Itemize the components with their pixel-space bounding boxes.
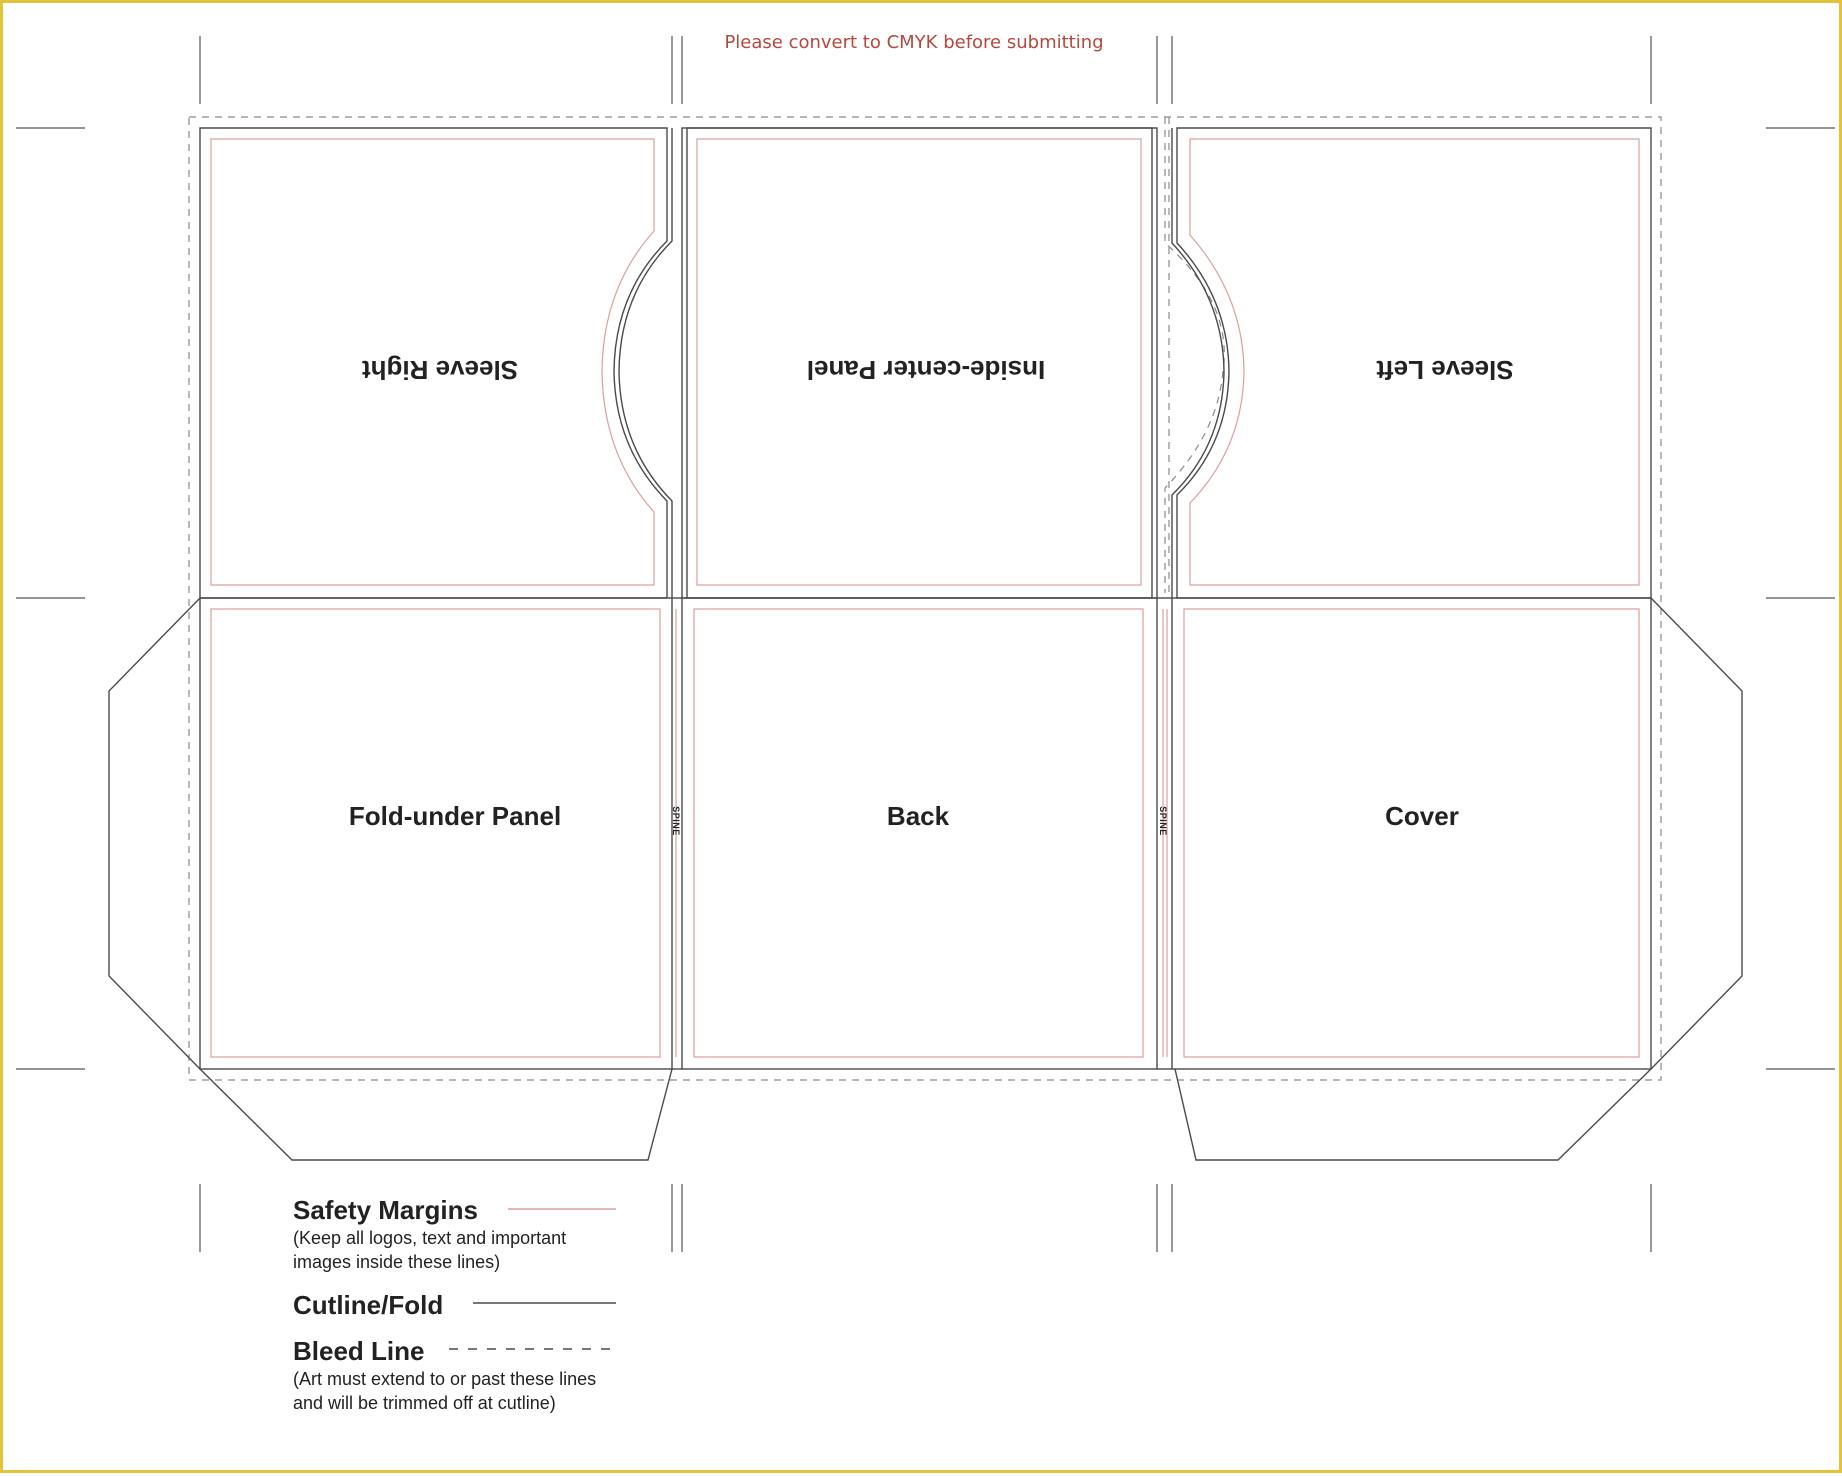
bottom-left-flap bbox=[200, 1069, 672, 1160]
spine-label-left: SPINE bbox=[671, 806, 681, 836]
cmyk-notice: Please convert to CMYK before submitting bbox=[724, 32, 1104, 53]
back-cutline bbox=[682, 598, 1157, 1069]
fold-under-cutline bbox=[200, 598, 672, 1069]
sleeve-right-label: Sleeve Right bbox=[361, 355, 519, 385]
fold-under-label: Fold-under Panel bbox=[348, 801, 562, 831]
left-flap bbox=[109, 598, 200, 1069]
die-cut-template bbox=[3, 3, 1842, 1476]
legend-bleed-desc-1: (Art must extend to or past these lines bbox=[293, 1369, 597, 1389]
legend-safety-desc-1: (Keep all logos, text and important bbox=[293, 1228, 567, 1248]
legend bbox=[293, 1195, 616, 1413]
back-label: Back bbox=[886, 801, 950, 831]
legend-bleed-title: Bleed Line bbox=[293, 1336, 425, 1366]
legend-safety-desc-2: images inside these lines) bbox=[293, 1252, 501, 1272]
inside-center-label: Inside-center Panel bbox=[806, 355, 1046, 385]
spine-label-right: SPINE bbox=[1158, 806, 1168, 836]
cover-label: Cover bbox=[1385, 801, 1459, 831]
legend-bleed-desc-2: and will be trimmed off at cutline) bbox=[293, 1393, 556, 1413]
legend-safety-title: Safety Margins bbox=[293, 1195, 478, 1225]
bottom-right-flap bbox=[1175, 1069, 1651, 1160]
cover-cutline bbox=[1172, 598, 1651, 1069]
right-flap bbox=[1651, 598, 1742, 1069]
cutlines bbox=[109, 128, 1742, 1160]
sleeve-left-label: Sleeve Left bbox=[1376, 355, 1514, 385]
legend-cutline-title: Cutline/Fold bbox=[293, 1290, 444, 1320]
